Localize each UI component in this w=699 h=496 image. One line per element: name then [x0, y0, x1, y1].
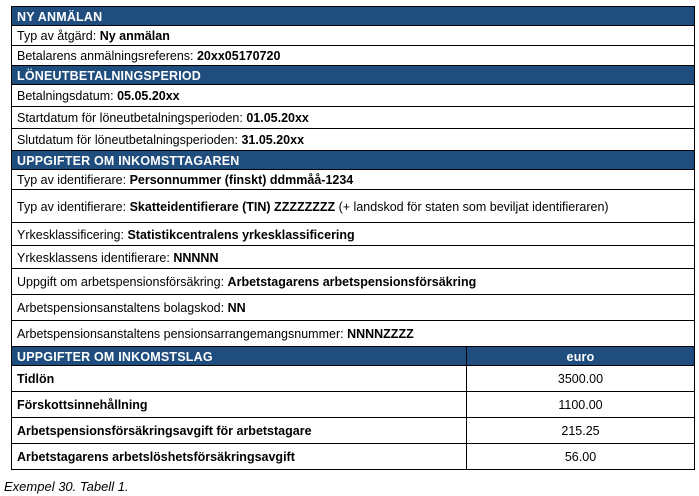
- row-action-type: Typ av åtgärd: Ny anmälan: [12, 26, 695, 46]
- section-header-new-report: NY ANMÄLAN: [12, 7, 695, 26]
- section-header-pay-period: LÖNEUTBETALNINGSPERIOD: [12, 66, 695, 85]
- row-payment-date: Betalningsdatum: 05.05.20xx: [12, 85, 695, 107]
- table-caption: Exempel 30. Tabell 1.: [4, 479, 129, 494]
- unit-header: euro: [467, 347, 695, 366]
- row-period-end: Slutdatum för löneutbetalningsperioden: 31.05.20xx: [12, 129, 695, 151]
- row-occupation-code: Yrkesklassens identifierare: NNNNN: [12, 246, 695, 269]
- row-identifier-type-2: Typ av identifierare: Skatteidentifierare (TIN) ZZZZZZZZ (+ landskod för staten som beviljat identifieraren): [12, 190, 695, 223]
- row-pension-company-code: Arbetspensionsanstaltens bolagskod: NN: [12, 295, 695, 321]
- row-identifier-type-1: Typ av identifierare: Personnummer (finskt) ddmmåå-1234: [12, 170, 695, 190]
- income-type-name: Arbetspensionsförsäkringsavgift för arbetstagare: [12, 418, 467, 444]
- row-occupation-classification: Yrkesklassificering: Statistikcentralens yrkesklassificering: [12, 223, 695, 246]
- income-type-amount: 56.00: [467, 444, 695, 470]
- row-pension-arrangement-number: Arbetspensionsanstaltens pensionsarrangemangsnummer: NNNNZZZZ: [12, 321, 695, 347]
- income-type-name: Förskottsinnehållning: [12, 392, 467, 418]
- income-type-name: Tidlön: [12, 366, 467, 392]
- row-period-start: Startdatum för löneutbetalningsperioden: 01.05.20xx: [12, 107, 695, 129]
- income-type-name: Arbetstagarens arbetslöshetsförsäkringsavgift: [12, 444, 467, 470]
- income-type-amount: 3500.00: [467, 366, 695, 392]
- section-header-income-earner: UPPGIFTER OM INKOMSTTAGAREN: [12, 151, 695, 170]
- income-report-table: [11, 6, 694, 470]
- income-type-amount: 1100.00: [467, 392, 695, 418]
- row-payer-reference: Betalarens anmälningsreferens: 20xx05170720: [12, 46, 695, 66]
- section-header-income-types: UPPGIFTER OM INKOMSTSLAG: [12, 347, 467, 366]
- income-type-amount: 215.25: [467, 418, 695, 444]
- row-pension-insurance: Uppgift om arbetspensionsförsäkring: Arbetstagarens arbetspensionsförsäkring: [12, 269, 695, 295]
